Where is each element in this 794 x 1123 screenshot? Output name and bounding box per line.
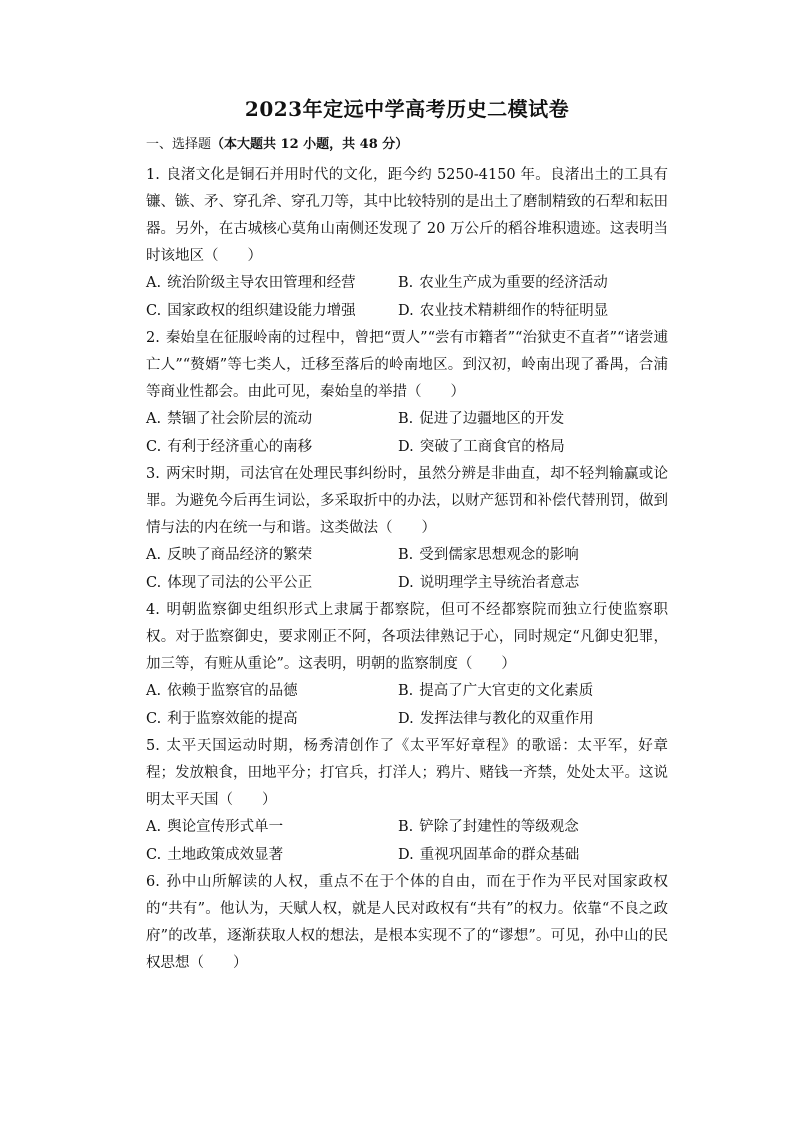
option-letter: D. — [398, 438, 414, 455]
option-a[interactable] — [146, 814, 398, 842]
option-letter: A. — [146, 547, 162, 563]
option-a[interactable] — [146, 270, 398, 298]
option-text: 体现了司法的公平公正 — [167, 574, 313, 591]
option-text: 依赖于监察官的品德 — [167, 683, 298, 699]
option-text: 促进了边疆地区的开发 — [419, 411, 565, 427]
question-text: 两宋时期，司法官在处理民事纠纷时，虽然分辨是非曲直，却不轻判输赢或论罪。为避免今后再生词讼，多采取折中的办法，以财产惩罚和补偿代替刑罚，做到情与法的内在统一与和谐。这类做法（ ） — [146, 466, 668, 536]
option-b[interactable] — [398, 814, 668, 842]
question-text: 明朝监察御史组织形式上隶属于都察院，但可不经都察院而独立行使监察职权。对于监察御史，要求刚正不阿，各项法律熟记于心，同时规定“凡御史犯罪，加三等，有赃从重论”。这表明，明朝的监察制度（ ） — [146, 602, 668, 672]
option-c[interactable] — [146, 298, 398, 326]
question-text: 良渚文化是铜石并用时代的文化，距今约 5250-4150 年。良渚出土的工具有镰、镞、矛、穿孔斧、穿孔刀等，其中比较特别的是出土了磨制精致的石犁和耘田器。另外，在古城核心莫角山南侧还发现了 20 万公斤的稻谷堆积遗迹。这表明当时该地区（ ） — [146, 167, 668, 264]
option-text: 发挥法律与教化的双重作用 — [419, 710, 594, 727]
question-1 — [146, 162, 668, 325]
option-text: 提高了广大官吏的文化素质 — [419, 683, 594, 699]
option-c[interactable] — [146, 434, 398, 462]
question-4 — [146, 597, 668, 733]
question-number: 5. — [146, 738, 160, 754]
option-letter: C. — [146, 574, 162, 591]
option-letter: C. — [146, 438, 162, 455]
question-number: 2. — [146, 330, 160, 346]
question-stem — [146, 869, 668, 977]
option-d[interactable] — [398, 298, 668, 326]
section-heading — [146, 136, 668, 154]
option-d[interactable] — [398, 434, 668, 462]
question-3 — [146, 461, 668, 597]
question-number: 6. — [146, 874, 160, 890]
option-text: 禁锢了社会阶层的流动 — [167, 411, 313, 427]
question-2 — [146, 325, 668, 461]
option-letter: D. — [398, 574, 414, 591]
option-text: 反映了商品经济的繁荣 — [167, 547, 313, 563]
question-text: 太平天国运动时期，杨秀清创作了《太平军好章程》的歌谣：太平军，好章程；发放粮食，田地平分；打官兵，打洋人；鸦片、赌钱一齐禁，处处太平。这说明太平天国（ ） — [146, 738, 668, 808]
option-letter: D. — [398, 846, 414, 863]
option-letter: C. — [146, 302, 162, 319]
option-d[interactable] — [398, 570, 668, 598]
question-number: 4. — [146, 602, 160, 618]
section-note: （本大题共 12 小题，共 48 分） — [211, 137, 409, 152]
options-grid — [146, 678, 668, 733]
option-text: 舆论宣传形式单一 — [167, 819, 284, 835]
option-text: 说明理学主导统治者意志 — [419, 574, 580, 591]
question-number: 3. — [146, 466, 160, 482]
option-text: 农业生产成为重要的经济活动 — [419, 275, 608, 291]
question-stem — [146, 162, 668, 270]
option-letter: D. — [398, 302, 414, 319]
question-text: 孙中山所解读的人权，重点不在于个体的自由，而在于作为平民对国家政权的“共有”。他认为，天赋人权，就是人民对政权有“共有”的权力。依靠“不良之政府”的改革，逐渐获取人权的想法，是根本实现不了的“谬想”。可见，孙中山的民权思想（ ） — [146, 874, 668, 971]
option-letter: A. — [146, 411, 162, 427]
option-text: 铲除了封建性的等级观念 — [419, 819, 579, 835]
option-b[interactable] — [398, 678, 668, 706]
question-number: 1. — [146, 167, 160, 183]
option-text: 国家政权的组织建设能力增强 — [167, 302, 356, 319]
option-d[interactable] — [398, 706, 668, 734]
option-a[interactable] — [146, 678, 398, 706]
option-b[interactable] — [398, 406, 668, 434]
options-grid — [146, 814, 668, 869]
option-letter: B. — [398, 275, 414, 291]
question-6 — [146, 869, 668, 977]
option-b[interactable] — [398, 270, 668, 298]
option-c[interactable] — [146, 570, 398, 598]
option-text: 受到儒家思想观念的影响 — [419, 547, 579, 563]
question-stem — [146, 461, 668, 542]
option-c[interactable] — [146, 706, 398, 734]
option-text: 利于监察效能的提高 — [167, 710, 298, 727]
option-a[interactable] — [146, 542, 398, 570]
option-text: 有利于经济重心的南移 — [167, 438, 313, 455]
page-title: 2023年定远中学高考历史二模试卷 — [244, 97, 570, 121]
option-letter: A. — [146, 819, 162, 835]
option-letter: B. — [398, 819, 414, 835]
options-grid — [146, 270, 668, 325]
question-stem — [146, 325, 668, 406]
options-grid — [146, 406, 668, 461]
question-5 — [146, 733, 668, 869]
option-letter: D. — [398, 710, 414, 727]
option-letter: B. — [398, 547, 414, 563]
option-text: 土地政策成效显著 — [167, 846, 284, 863]
question-text: 秦始皇在征服岭南的过程中，曾把“贾人”“尝有市籍者”“治狱吏不直者”“诸尝逋亡人”“赘婿”等七类人，迁移至落后的岭南地区。到汉初，岭南出现了番禺，合浦等商业性都会。由此可见，秦始皇的举措（ ） — [146, 330, 668, 400]
question-stem — [146, 733, 668, 814]
option-text: 重视巩固革命的群众基础 — [419, 846, 580, 863]
option-text: 农业技术精耕细作的特征明显 — [419, 302, 609, 319]
option-letter: C. — [146, 846, 162, 863]
option-letter: A. — [146, 683, 162, 699]
option-text: 统治阶级主导农田管理和经营 — [167, 275, 356, 291]
option-b[interactable] — [398, 542, 668, 570]
option-c[interactable] — [146, 842, 398, 870]
option-letter: B. — [398, 411, 414, 427]
option-a[interactable] — [146, 406, 398, 434]
option-letter: C. — [146, 710, 162, 727]
option-d[interactable] — [398, 842, 668, 870]
question-stem — [146, 597, 668, 678]
option-letter: B. — [398, 683, 414, 699]
option-letter: A. — [146, 275, 162, 291]
options-grid — [146, 542, 668, 597]
section-name: 一、选择题 — [146, 137, 212, 152]
option-text: 突破了工商食官的格局 — [419, 438, 565, 455]
